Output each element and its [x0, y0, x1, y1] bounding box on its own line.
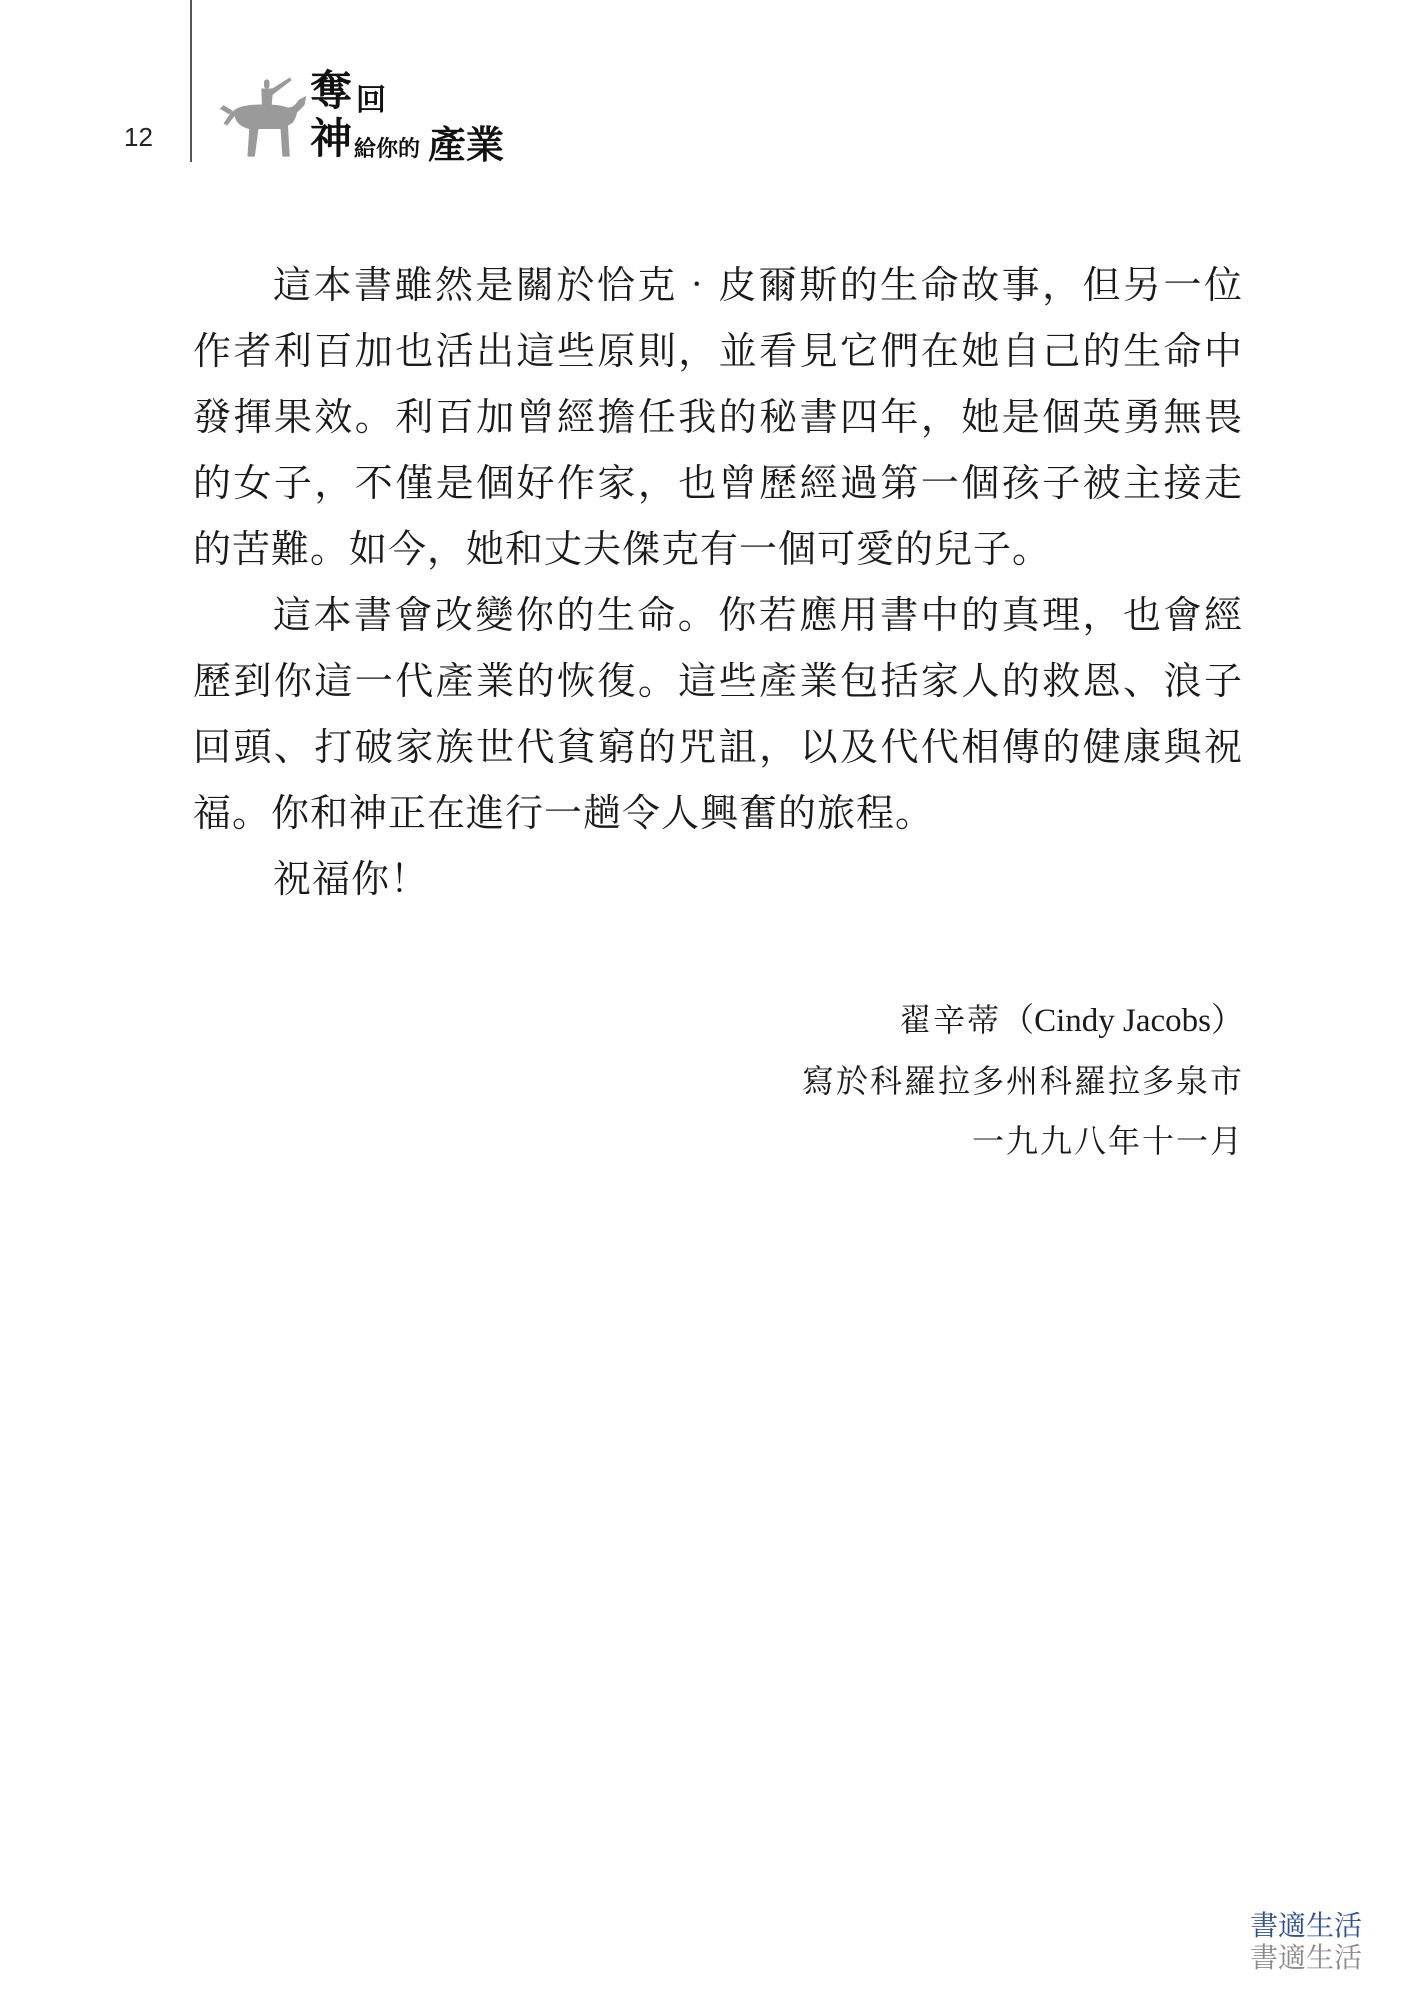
horse-rider-silhouette-icon [218, 72, 310, 164]
signature-name-cn: 翟辛蒂 [899, 1001, 1002, 1039]
logo-char-1: 奪 [310, 66, 353, 115]
signature-name [802, 990, 1244, 1051]
watermark-line-2: 書適生活 [1249, 1941, 1362, 1974]
paragraph: 祝福你！ [273, 857, 430, 901]
paragraph: 這本書雖然是關於恰克‧皮爾斯的生命故事，但另一位作者利百加也活出這些原則，並看見它們在她自己的生命中發揮果效。利百加曾經擔任我的秘書四年，她是個英勇無畏的女子，不僅是個好作家，也曾歷經過第一個孩子被主接走的苦難。如今，她和丈夫傑克有一個可愛的兒子。 [193, 263, 1243, 571]
page-number: 12 [124, 122, 153, 152]
signature-place: 寫於科羅拉多州科羅拉多泉市 [801, 1062, 1244, 1100]
book-title-logo [218, 68, 518, 168]
header-divider [190, 0, 192, 162]
paragraph: 這本書會改變你的生命。你若應用書中的真理，也會經歷到你這一代產業的恢復。這些產業包括家人的救恩、浪子回頭、打破家族世代貧窮的咒詛，以及代代相傳的健康與祝福。你和神正在進行一趟令人興奮的旅程。 [193, 593, 1243, 835]
signature-date: 一九九八年十一月 [971, 1122, 1244, 1160]
logo-char-3: 神 [310, 114, 353, 163]
signature-name-en: （Cindy Jacobs） [1001, 1003, 1244, 1039]
body-text [193, 252, 1243, 912]
signature-block [802, 990, 1244, 1171]
logo-subtitle: 給你的 [354, 136, 421, 162]
publisher-watermark [1250, 1910, 1362, 1974]
watermark-line-1: 書適生活 [1249, 1909, 1362, 1942]
logo-char-4: 產業 [428, 122, 505, 167]
logo-char-2: 回 [356, 83, 386, 118]
